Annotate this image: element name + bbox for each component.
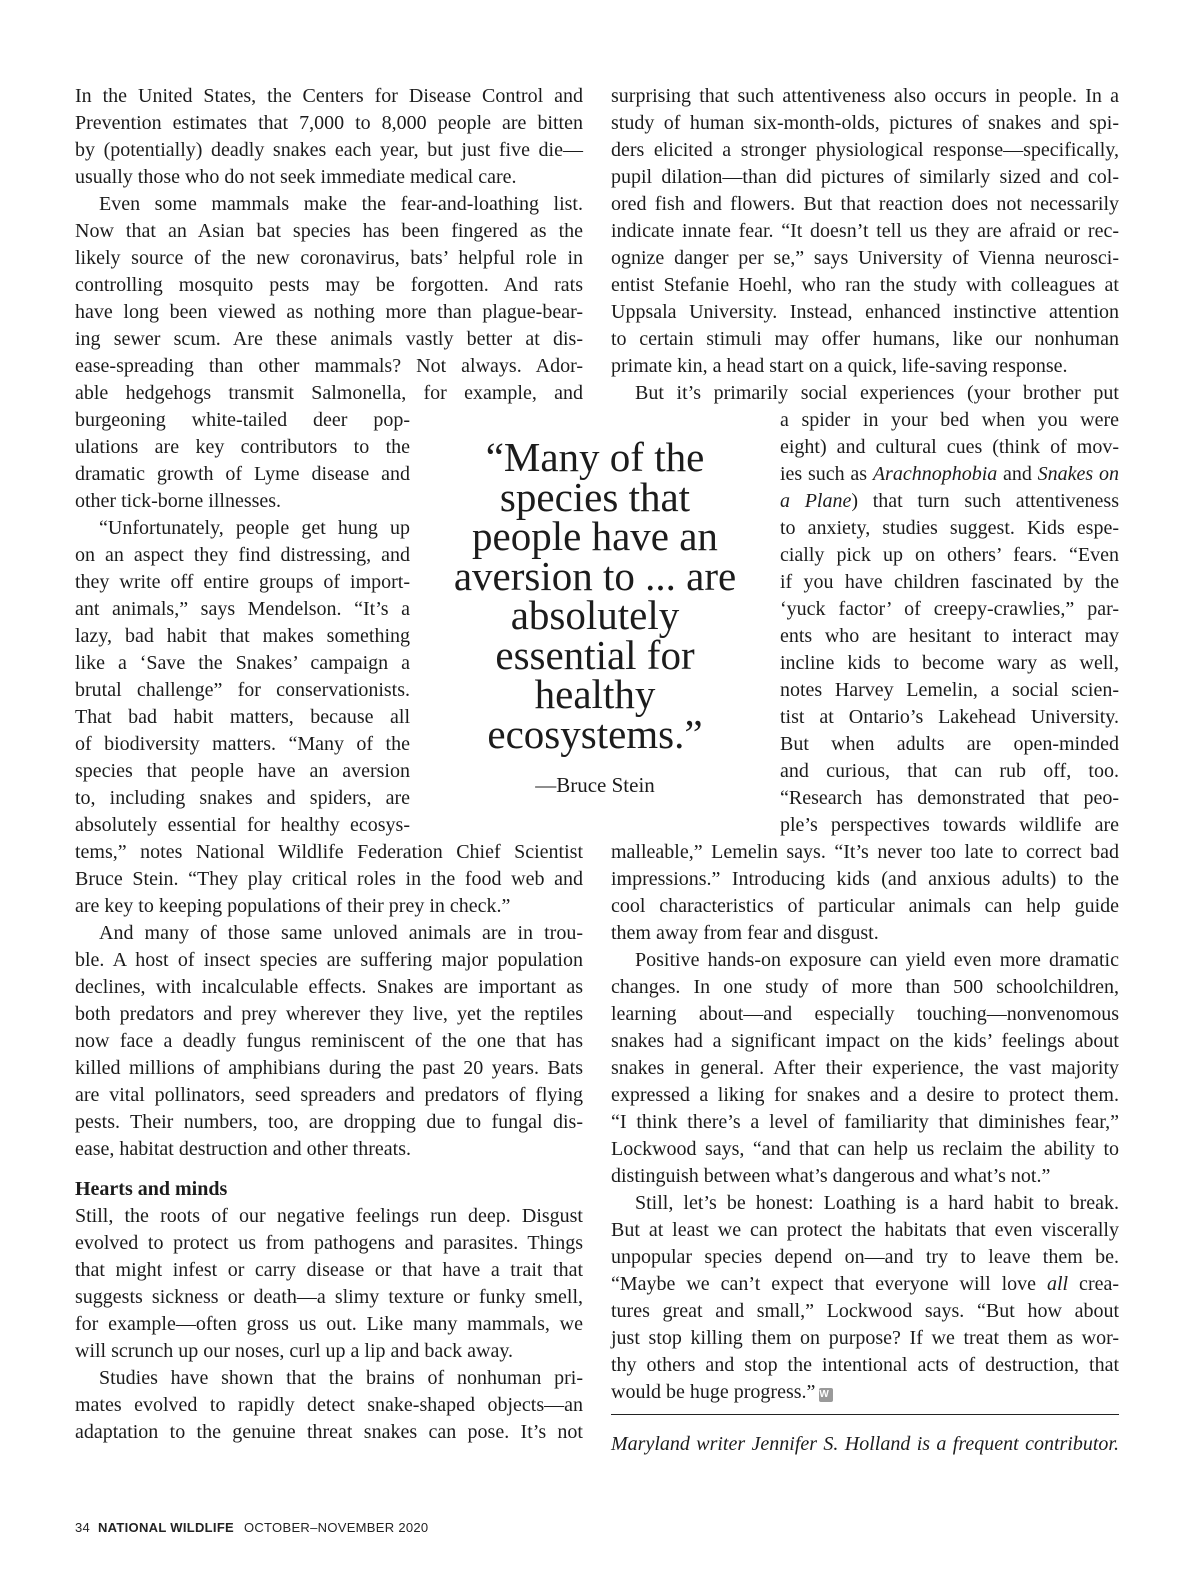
body-text-line: pests. Their numbers, too, are dropping due to fungal dis- [75, 1111, 583, 1133]
pull-quote-line: ecosystems.” [487, 710, 703, 757]
body-text-line: now face a deadly fungus reminiscent of the one that has [75, 1030, 583, 1052]
pull-quote-line: essential for [495, 631, 695, 678]
body-text-line: study of human six-month-olds, pictures of snakes and spi- [611, 112, 1119, 134]
body-text-line: killed millions of amphibians during the past 20 years. Bats [75, 1057, 583, 1079]
body-text-line: pupil dilation—than did pictures of similarly sized and col- [611, 166, 1119, 188]
body-text-line: primate kin, a head start on a quick, life-saving response. [611, 355, 1068, 377]
body-text-line: Still, let’s be honest: Loathing is a hard habit to break. [635, 1192, 1119, 1214]
author-byline: Maryland writer Jennifer S. Holland is a frequent contributor. [611, 1433, 1119, 1455]
body-text-line: tist at Ontario’s Lakehead University. [780, 706, 1119, 728]
body-text-line: dramatic growth of Lyme disease and [75, 463, 410, 485]
body-text-line: eight) and cultural cues (think of mov- [780, 436, 1119, 458]
body-text-line: ble. A host of insect species are suffering major population [75, 949, 583, 971]
body-text-line: like a ‘Save the Snakes’ campaign a [75, 652, 410, 674]
body-text-line: Now that an Asian bat species has been fingered as the [75, 220, 583, 242]
body-text-line: lazy, bad habit that makes something [75, 625, 410, 647]
body-text-line: “Research has demonstrated that peo- [780, 787, 1119, 809]
body-text-line: Lockwood says, “and that can help us reclaim the ability to [611, 1138, 1119, 1160]
page-number: 34 [75, 1520, 91, 1535]
body-text-line: Still, the roots of our negative feelings run deep. Disgust [75, 1205, 583, 1227]
body-text-line: impressions.” Introducing kids (and anxious adults) to the [611, 868, 1119, 890]
body-text-line: unpopular species depend on—and try to leave them be. [611, 1246, 1119, 1268]
body-text-line: a Plane) that turn such attentiveness [780, 490, 1119, 512]
body-text-line: ple’s perspectives towards wildlife are [780, 814, 1119, 836]
body-text-line: cially pick up on others’ fears. “Even [780, 544, 1119, 566]
body-text-line: snakes had a significant impact on the kids’ feelings about [611, 1030, 1119, 1052]
body-text-line: brutal challenge” for conservationists. [75, 679, 410, 701]
body-text-line: But it’s primarily social experiences (your brother put [635, 382, 1119, 404]
body-text-line: In the United States, the Centers for Disease Control and [75, 85, 583, 107]
body-text-line: snakes in general. After their experience, the vast majority [611, 1057, 1119, 1079]
body-text-line: and curious, that can rub off, too. [780, 760, 1119, 782]
pull-quote-line: species that [499, 473, 691, 520]
body-text-line: them away from fear and disgust. [611, 922, 879, 944]
pull-quote-line: healthy [534, 671, 656, 717]
body-text-line: have long been viewed as nothing more than plague-bear- [75, 301, 583, 323]
page-footer [75, 1518, 428, 1538]
body-text-line: ‘yuck factor’ of creepy-crawlies,” par- [780, 598, 1119, 620]
magazine-name: NATIONAL WILDLIFE [97, 1520, 235, 1535]
body-text-line: they write off entire groups of import- [75, 571, 410, 593]
body-text-line: usually those who do not seek immediate medical care. [75, 166, 517, 188]
body-text-line: tems,” notes National Wildlife Federation Chief Scientist [75, 841, 583, 863]
pull-quote-line: aversion to ... are [453, 552, 737, 599]
body-text-line: burgeoning white-tailed deer pop- [75, 409, 410, 431]
body-text-line: to certain stimuli may offer humans, like our nonhuman [611, 328, 1119, 350]
pull-quote [440, 434, 750, 757]
body-text-line: ents who are hesitant to interact may [780, 625, 1119, 647]
body-text-line: surprising that such attentiveness also occurs in people. In a [611, 85, 1119, 107]
body-text-line: distinguish between what’s dangerous and what’s not.” [611, 1165, 1051, 1187]
body-text-line: Studies have shown that the brains of nonhuman pri- [99, 1367, 583, 1389]
body-text-line: notes Harvey Lemelin, a social scien- [780, 679, 1119, 701]
body-text-line: suggests sickness or death—a slimy texture or funky smell, [75, 1286, 583, 1308]
body-text-line: That bad habit matters, because all [75, 706, 410, 728]
body-text-line: malleable,” Lemelin says. “It’s never too late to correct bad [611, 841, 1119, 863]
body-text-line: on an aspect they find distressing, and [75, 544, 410, 566]
pull-quote-line: people have an [472, 513, 718, 559]
body-text-line: thy others and stop the intentional acts of destruction, that [611, 1354, 1119, 1376]
body-text-line: indicate innate fear. “It doesn’t tell us they are afraid or rec- [611, 220, 1119, 242]
body-text-line: that might infest or carry disease or that have a trait that [75, 1259, 583, 1281]
body-text-line: other tick-borne illnesses. [75, 490, 282, 512]
body-text-line: ies such as Arachnophobia and Snakes on [780, 463, 1119, 485]
body-text-line: expressed a liking for snakes and a desire to protect them. [611, 1084, 1119, 1106]
body-text-line: And many of those same unloved animals are in trou- [99, 922, 583, 944]
body-text-line: by (potentially) deadly snakes each year, but just five die— [75, 139, 583, 161]
body-text-line: Uppsala University. Instead, enhanced instinctive attention [611, 301, 1119, 323]
body-text-line: both predators and prey wherever they live, yet the reptiles [75, 1003, 583, 1025]
body-text-line: ant animals,” says Mendelson. “It’s a [75, 598, 410, 620]
body-text-line: a spider in your bed when you were [780, 409, 1119, 431]
body-text-line: Positive hands-on exposure can yield even more dramatic [635, 949, 1119, 971]
body-text-line: ders elicited a stronger physiological response—specifically, [611, 139, 1119, 161]
body-text-line: ease-spreading than other mammals? Not always. Ador- [75, 355, 583, 377]
body-text-line: for example—often gross us out. Like many mammals, we [75, 1313, 583, 1335]
body-text-line: “Unfortunately, people get hung up [99, 517, 410, 539]
body-text-line: Even some mammals make the fear-and-loathing list. [99, 193, 583, 215]
section-heading: Hearts and minds [75, 1178, 228, 1200]
body-text-line: are key to keeping populations of their prey in check.” [75, 895, 511, 917]
body-text-line: learning about—and especially touching—nonvenomous [611, 1003, 1119, 1025]
body-text-line: evolved to protect us from pathogens and parasites. Things [75, 1232, 583, 1254]
body-text-line: likely source of the new coronavirus, bats’ helpful role in [75, 247, 583, 269]
body-text-line: “Maybe we can’t expect that everyone will love all crea- [611, 1273, 1120, 1295]
body-text-line: ognize danger per se,” says University of Vienna neurosci- [611, 247, 1119, 269]
body-text-line: But when adults are open-minded [780, 733, 1119, 755]
body-text-line: controlling mosquito pests may be forgotten. And rats [75, 274, 583, 296]
body-text-line: if you have children fascinated by the [780, 571, 1119, 593]
body-text-line: tures great and small,” Lockwood says. “But how about [611, 1300, 1119, 1322]
body-text-line: just stop killing them on purpose? If we treat them as wor- [611, 1327, 1119, 1349]
body-text-line: would be huge progress.” W [611, 1379, 1119, 1406]
body-text-line: But at least we can protect the habitats that even viscerally [611, 1219, 1119, 1241]
body-text-line: cool characteristics of particular animals can help guide [611, 895, 1119, 917]
body-text-line: ease, habitat destruction and other threats. [75, 1138, 411, 1160]
body-text-line: to anxiety, studies suggest. Kids espe- [780, 517, 1119, 539]
body-text-line: absolutely essential for healthy ecosys- [75, 814, 410, 836]
body-text-line: adaptation to the genuine threat snakes can pose. It’s not [75, 1421, 583, 1443]
body-text-line: are vital pollinators, seed spreaders and predators of flying [75, 1084, 583, 1106]
body-text-line: incline kids to become wary as well, [780, 652, 1119, 674]
body-text-line: Bruce Stein. “They play critical roles in the food web and [75, 868, 583, 890]
body-text-line: will scrunch up our noses, curl up a lip and back away. [75, 1340, 514, 1362]
end-mark-icon: W [819, 1388, 833, 1402]
body-text-line: mates evolved to rapidly detect snake-shaped objects—an [75, 1394, 583, 1416]
byline-divider [611, 1414, 1119, 1415]
pull-quote-line: “Many of the [485, 434, 705, 480]
body-text-line: to, including snakes and spiders, are [75, 787, 410, 809]
body-text-line: “I think there’s a level of familiarity that diminishes fear,” [611, 1111, 1119, 1133]
body-text-line: Prevention estimates that 7,000 to 8,000 people are bitten [75, 112, 583, 134]
issue-date: OCTOBER–NOVEMBER 2020 [243, 1520, 429, 1535]
body-text-line: ing sewer scum. Are these animals vastly better at dis- [75, 328, 583, 350]
body-text-line: ulations are key contributors to the [75, 436, 410, 458]
body-text-line: species that people have an aversion [75, 760, 410, 782]
body-text-line: entist Stefanie Hoehl, who ran the study with colleagues at [611, 274, 1119, 296]
body-text-line: changes. In one study of more than 500 schoolchildren, [611, 976, 1119, 998]
pull-quote-line: absolutely [510, 592, 680, 638]
body-text-line: able hedgehogs transmit Salmonella, for example, and [75, 382, 583, 404]
body-text-line: ored fish and flowers. But that reaction does not necessarily [611, 193, 1119, 215]
pull-quote-attribution: —Bruce Stein [535, 773, 655, 797]
body-text-line: of biodiversity matters. “Many of the [75, 733, 410, 755]
body-text-line: declines, with incalculable effects. Snakes are important as [75, 976, 583, 998]
